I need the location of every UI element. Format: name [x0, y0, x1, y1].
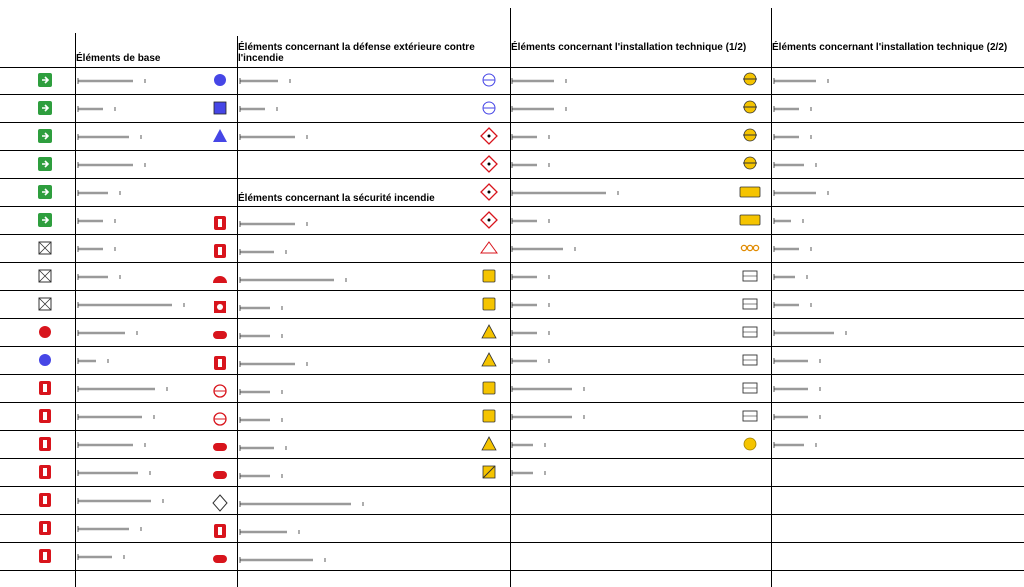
defense-label-bar — [240, 134, 307, 140]
first-aid-cross-icon — [38, 213, 52, 227]
header-tech2: Éléments concernant l'installation technique (2/2) — [772, 42, 1008, 53]
gas-valve-icon — [483, 74, 495, 86]
securite-label-bar — [240, 557, 325, 563]
securite-label-bar — [240, 445, 286, 451]
securite-row-10 — [213, 471, 282, 479]
defense-row-3 — [213, 129, 307, 142]
securite-row-9 — [213, 443, 286, 451]
electrical-box-icon — [483, 270, 495, 282]
hydrant-square-icon — [214, 102, 226, 114]
photovoltaic-icon — [743, 271, 757, 281]
hydrant-circle-icon — [214, 74, 226, 86]
tech1-row-4 — [481, 156, 549, 172]
base-label-bar — [78, 358, 108, 364]
base-label-bar — [78, 498, 163, 504]
flame-detector-icon — [213, 443, 227, 451]
fuel-tank-icon — [740, 215, 760, 225]
tech1-row-7 — [481, 242, 575, 253]
tech1-label-bar — [512, 246, 575, 252]
fire-extinguisher-pair-2-icon — [39, 465, 51, 479]
defense-row-1 — [214, 74, 290, 86]
securite-row-12 — [214, 524, 299, 538]
lighting-group-icon — [741, 245, 758, 250]
tech2-label-bar — [774, 190, 828, 196]
tech1-label-bar — [512, 106, 566, 112]
hazard-diamond-icon — [481, 212, 497, 228]
tech1-label-bar — [512, 78, 566, 84]
base-label-bar — [78, 554, 124, 560]
base-label-bar — [78, 274, 120, 280]
assembly-point-icon — [38, 129, 52, 143]
fire-evacuation-icon — [38, 157, 52, 171]
base-row-2 — [38, 101, 115, 115]
tech1-row-13 — [483, 410, 584, 422]
base-label-bar — [78, 218, 115, 224]
ventilation-fan-3-icon — [743, 129, 757, 141]
water-valve-icon — [483, 102, 495, 114]
tech2-row-4 — [743, 157, 816, 169]
electrical-danger-icon — [481, 184, 497, 200]
securite-row-8 — [214, 413, 282, 425]
inverter-icon — [743, 299, 757, 309]
smoke-door-icon — [39, 270, 51, 282]
fire-damper-icon — [214, 524, 226, 538]
tech1-label-bar — [512, 274, 549, 280]
securite-row-5 — [213, 331, 282, 339]
tech2-row-10 — [743, 327, 846, 337]
securite-label-bar — [240, 501, 363, 507]
base-row-5 — [38, 185, 120, 199]
high-voltage-warning-icon — [482, 325, 496, 338]
tech1-label-bar — [512, 218, 549, 224]
tech1-row-9 — [483, 298, 549, 310]
tech1-label-bar — [512, 442, 545, 448]
securite-row-6 — [214, 356, 307, 370]
securite-row-4 — [214, 301, 282, 313]
base-row-4 — [38, 157, 145, 171]
base-label-bar — [78, 134, 141, 140]
tech1-row-14 — [482, 437, 545, 450]
door-contact-icon — [39, 298, 51, 310]
main-switchboard-icon — [483, 410, 495, 422]
tech2-label-bar — [774, 274, 807, 280]
base-row-16 — [39, 493, 163, 507]
smoke-damper-icon — [213, 555, 227, 563]
securite-label-bar — [240, 277, 346, 283]
securite-row-13 — [213, 555, 325, 563]
securite-label-bar — [240, 389, 282, 395]
base-label-bar — [78, 190, 120, 196]
tech2-row-3 — [743, 129, 811, 141]
tech2-row-12 — [743, 383, 820, 393]
tech1-label-bar — [512, 386, 584, 392]
base-row-17 — [39, 521, 141, 535]
base-label-bar — [78, 106, 115, 112]
header-tech1: Éléments concernant l'installation technique (1/2) — [511, 42, 747, 53]
tech2-row-7 — [741, 245, 811, 252]
generator-icon — [740, 187, 760, 197]
header-base: Éléments de base — [76, 53, 161, 64]
securite-row-7 — [214, 385, 282, 397]
lightning-rod-icon — [482, 437, 496, 450]
fire-door-icon — [39, 242, 51, 254]
base-label-bar — [78, 162, 145, 168]
tech1-row-11 — [482, 353, 549, 366]
base-row-11 — [39, 354, 108, 366]
defense-label-bar — [240, 106, 277, 112]
base-label-bar — [78, 330, 137, 336]
tech2-row-11 — [743, 355, 820, 365]
base-row-8 — [39, 270, 120, 282]
tech1-label-bar — [512, 162, 549, 168]
tech2-row-8 — [743, 271, 807, 281]
tech1-row-12 — [483, 382, 584, 394]
smoke-detector-icon — [214, 385, 226, 397]
tech1-row-15 — [483, 466, 545, 478]
base-row-14 — [39, 437, 145, 451]
securite-label-bar — [240, 221, 307, 227]
fire-phone-icon — [39, 409, 51, 423]
base-label-bar — [78, 78, 145, 84]
base-label-bar — [78, 246, 115, 252]
fire-hose-icon — [39, 326, 51, 338]
base-row-10 — [39, 326, 137, 338]
base-label-bar — [78, 526, 141, 532]
tech1-row-10 — [482, 325, 549, 338]
base-row-13 — [39, 409, 154, 423]
tech2-label-bar — [774, 78, 828, 84]
evacuation-exit-icon — [38, 101, 52, 115]
fire-control-panel-icon — [214, 356, 226, 370]
electrical-warning-icon — [482, 353, 496, 366]
tech2-label-bar — [774, 414, 820, 420]
base-row-9 — [39, 298, 184, 310]
tech1-label-bar — [512, 190, 618, 196]
base-row-15 — [39, 465, 150, 479]
tech2-row-1 — [743, 73, 828, 85]
base-row-7 — [39, 242, 115, 254]
sprinkler-icon — [39, 354, 51, 366]
header-securite: Éléments concernant la sécurité incendie — [238, 193, 435, 204]
base-row-3 — [38, 129, 141, 143]
base-label-bar — [78, 386, 167, 392]
tech2-label-bar — [774, 162, 816, 168]
tech2-row-14 — [744, 438, 816, 450]
tech1-label-bar — [512, 470, 545, 476]
cooling-unit-icon — [743, 383, 757, 393]
heat-pump-icon — [743, 355, 757, 365]
tech2-label-bar — [774, 106, 811, 112]
securite-label-bar — [240, 333, 282, 339]
gas-detector-icon — [213, 495, 227, 511]
header-defense: Éléments concernant la défense extérieure contre l'incendie — [238, 42, 475, 64]
tech2-row-13 — [743, 411, 820, 421]
tech2-label-bar — [774, 134, 811, 140]
securite-label-bar — [240, 249, 286, 255]
transformer-icon — [483, 298, 495, 310]
fire-extinguisher-icon — [39, 381, 51, 395]
tech1-row-6 — [481, 212, 549, 228]
pipe-warning-icon — [481, 242, 497, 253]
tech1-row-2 — [483, 102, 566, 114]
fire-extinguisher-pair-3-icon — [39, 493, 51, 507]
tech2-label-bar — [774, 218, 803, 224]
tech1-row-3 — [481, 128, 549, 144]
ventilation-fan-2-icon — [743, 101, 757, 113]
base-label-bar — [78, 414, 154, 420]
base-label-bar — [78, 470, 150, 476]
switchboard-icon — [483, 382, 495, 394]
securite-label-bar — [240, 361, 307, 367]
ventilation-fan-icon — [743, 73, 757, 85]
base-row-1 — [38, 73, 145, 87]
ventilation-fan-4-icon — [743, 157, 757, 169]
tech1-label-bar — [512, 302, 549, 308]
tech2-label-bar — [774, 246, 811, 252]
tech2-row-9 — [743, 299, 811, 309]
fire-truck-access-icon — [214, 216, 226, 230]
tech2-label-bar — [774, 386, 820, 392]
base-row-6 — [38, 213, 115, 227]
base-row-12 — [39, 381, 167, 395]
securite-label-bar — [240, 305, 282, 311]
gas-cutoff-icon — [481, 156, 497, 172]
tech2-label-bar — [774, 358, 820, 364]
fire-alarm-horn-icon — [214, 244, 226, 258]
electrical-cutoff-icon — [481, 128, 497, 144]
meter-icon — [743, 411, 757, 421]
gas-meter-circle-icon — [744, 438, 756, 450]
tech1-row-8 — [483, 270, 549, 282]
tech1-label-bar — [512, 414, 584, 420]
siren-icon — [213, 276, 227, 283]
boiler-icon — [743, 327, 757, 337]
smoke-exhaust-icon — [213, 331, 227, 339]
defense-row-2 — [214, 102, 277, 114]
tech2-row-2 — [743, 101, 811, 113]
tech2-label-bar — [774, 330, 846, 336]
fire-extinguisher-pair-icon — [39, 437, 51, 451]
tech1-label-bar — [512, 358, 549, 364]
tech2-label-bar — [774, 442, 816, 448]
tech2-label-bar — [774, 302, 811, 308]
tech1-label-bar — [512, 134, 549, 140]
fire-alarm-button-icon — [39, 549, 51, 563]
securite-row-3 — [213, 276, 346, 283]
battery-room-icon — [483, 466, 495, 478]
securite-label-bar — [240, 417, 282, 423]
securite-row-2 — [214, 244, 286, 258]
securite-row-1 — [214, 216, 307, 230]
manual-call-point-icon — [214, 301, 226, 313]
securite-label-bar — [240, 473, 282, 479]
base-label-bar — [78, 442, 145, 448]
water-tank-icon — [213, 471, 227, 479]
securite-label-bar — [240, 529, 299, 535]
securite-row-11 — [213, 495, 363, 511]
tech2-row-5 — [740, 187, 828, 197]
first-aid-heart-icon — [38, 185, 52, 199]
tech1-label-bar — [512, 330, 549, 336]
grid-horizontal-lines — [0, 68, 1024, 571]
base-row-18 — [39, 549, 124, 563]
heat-detector-icon — [214, 413, 226, 425]
fire-blanket-icon — [39, 521, 51, 535]
hydrant-triangle-icon — [213, 129, 227, 142]
emergency-exit-arrow-icon — [38, 73, 52, 87]
tech1-row-5 — [481, 184, 618, 200]
defense-label-bar — [240, 78, 290, 84]
tech1-row-1 — [483, 74, 566, 86]
base-label-bar — [78, 302, 184, 308]
